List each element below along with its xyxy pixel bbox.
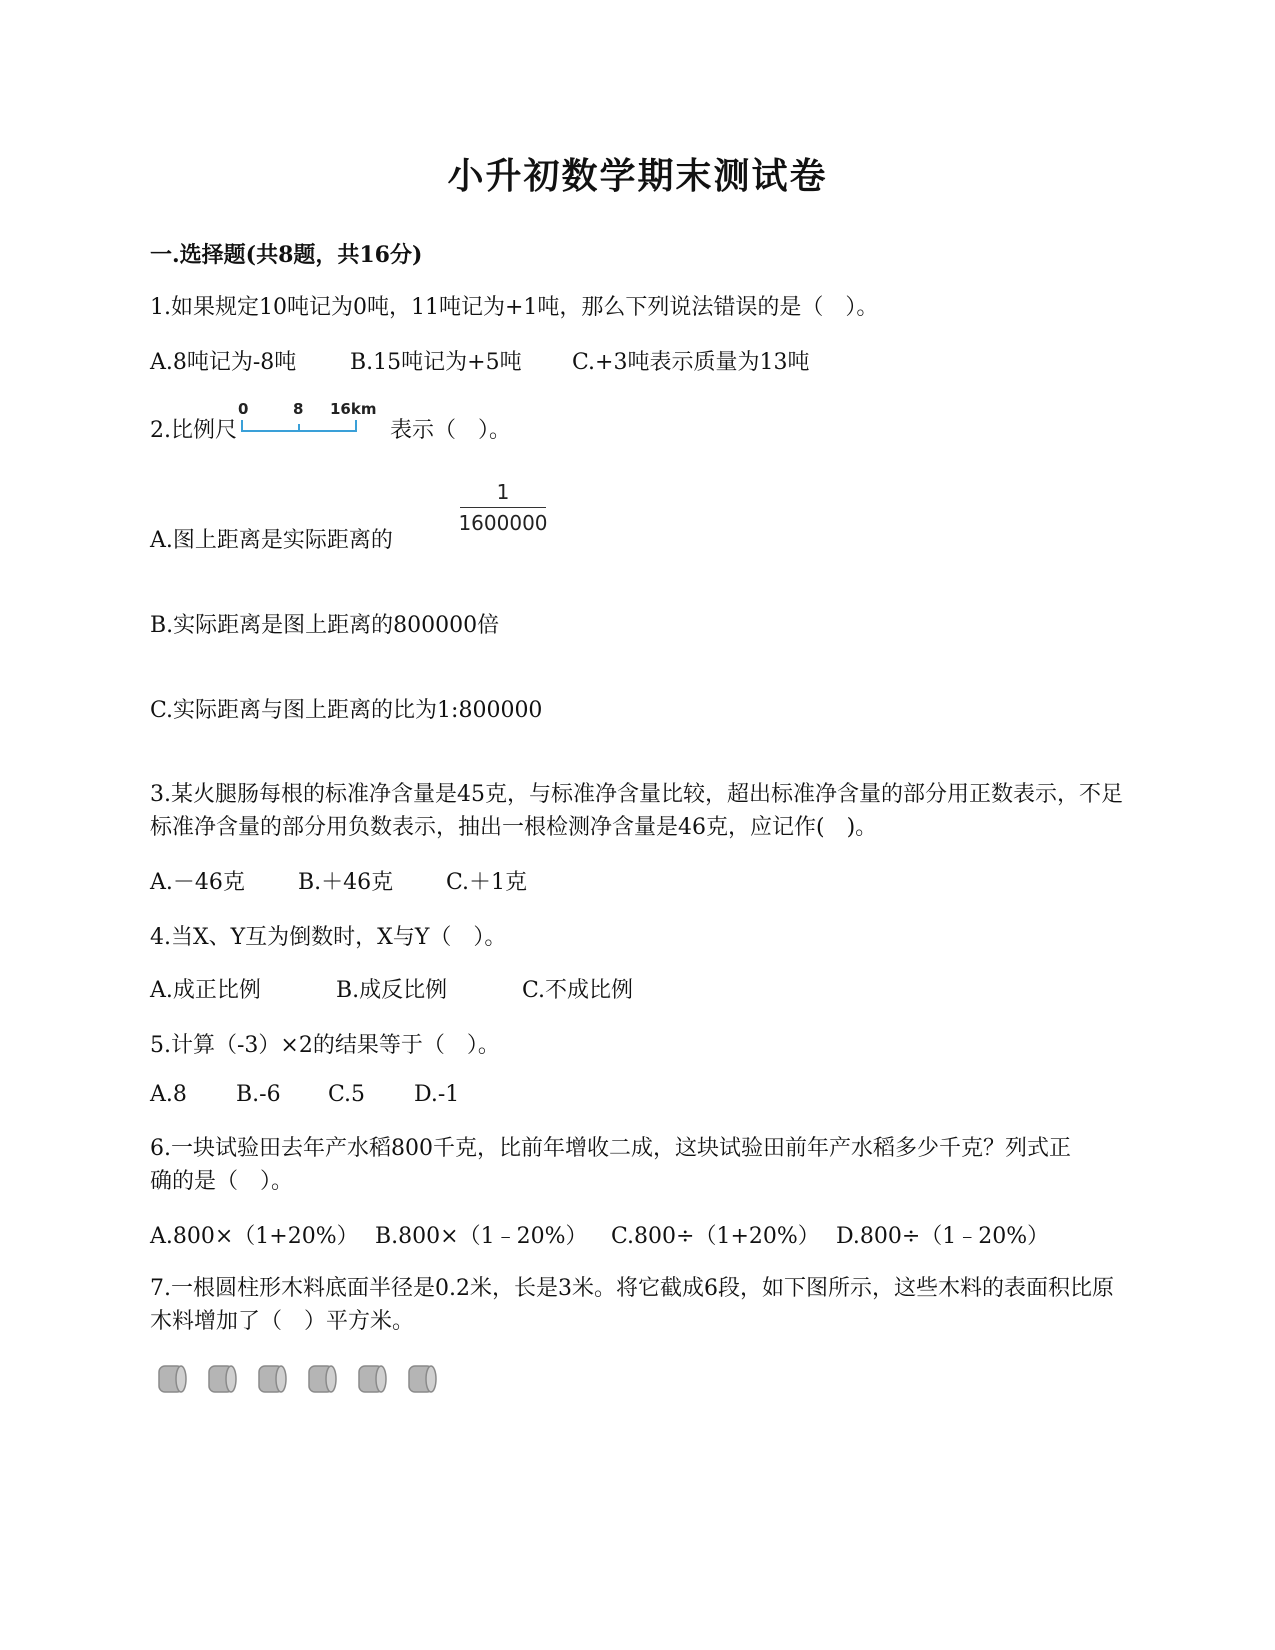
option-a: A.8 — [150, 1082, 187, 1107]
question-3: 3.某火腿肠每根的标准净含量是45克，与标准净含量比较，超出标准净含量的部分用正数表示，不足标准净含量的部分用负数表示，抽出一根检测净含量是46克，应记作( )。 — [150, 782, 1123, 840]
question-5-options — [150, 1082, 459, 1107]
question-2-option-c: C.实际距离与图上距离的比为1:800000 — [150, 698, 543, 723]
question-2-prefix: 2.比例尺 — [150, 418, 237, 443]
cylinder-piece — [359, 1366, 386, 1392]
question-2-option-a: A.图上距离是实际距离的 — [150, 528, 393, 553]
scale-label-0: 0 — [238, 400, 249, 418]
option-b: B.800×（1﹣20%） — [375, 1224, 588, 1249]
scale-label-16km: 16km — [330, 400, 377, 418]
option-b: B.-6 — [236, 1082, 281, 1107]
question-1-options — [150, 345, 809, 376]
option-b: B.15吨记为+5吨 — [350, 350, 522, 375]
question-3-options — [150, 865, 527, 896]
question-2-option-b: B.实际距离是图上距离的800000倍 — [150, 613, 500, 638]
question-6-options — [150, 1219, 1049, 1250]
section-heading: 一.选择题(共8题，共16分) — [150, 242, 423, 268]
option-b: B.＋46克 — [298, 870, 394, 895]
option-c: C.不成比例 — [522, 978, 634, 1003]
cylinder-piece — [309, 1366, 336, 1392]
option-d: D.-1 — [414, 1082, 460, 1107]
cylinder-piece — [259, 1366, 286, 1392]
question-1: 1.如果规定10吨记为0吨，11吨记为+1吨，那么下列说法错误的是（ ）。 — [150, 295, 879, 320]
cylinder-pieces-figure — [155, 1362, 455, 1398]
option-c: C.5 — [328, 1082, 366, 1107]
option-a: A.8吨记为-8吨 — [150, 350, 297, 375]
scale-bar-line — [238, 418, 363, 434]
option-c: C.800÷（1+20%） — [611, 1224, 820, 1249]
fraction — [458, 480, 548, 535]
fraction-denominator: 1600000 — [458, 511, 548, 535]
question-6: 6.一块试验田去年产水稻800千克，比前年增收二成，这块试验田前年产水稻多少千克？列式正确的是（ ）。 — [150, 1136, 1071, 1194]
cylinder-piece — [209, 1366, 236, 1392]
scale-bar-figure — [238, 400, 388, 440]
scale-label-8: 8 — [293, 400, 304, 418]
option-a: A.800×（1+20%） — [150, 1224, 359, 1249]
option-a: A.－46克 — [150, 870, 245, 895]
question-5: 5.计算（-3）×2的结果等于（ ）。 — [150, 1033, 500, 1058]
question-4: 4.当X、Y互为倒数时，X与Y（ ）。 — [150, 925, 507, 950]
question-4-options — [150, 973, 633, 1004]
page-title: 小升初数学期末测试卷 — [447, 155, 828, 197]
question-7: 7.一根圆柱形木料底面半径是0.2米，长是3米。将它截成6段，如下图所示，这些木料的表面积比原木料增加了（ ）平方米。 — [150, 1276, 1114, 1334]
fraction-numerator: 1 — [496, 480, 510, 504]
question-2-suffix: 表示（ ）。 — [390, 418, 512, 443]
option-d: D.800÷（1﹣20%） — [836, 1224, 1050, 1249]
cylinder-piece — [409, 1366, 436, 1392]
option-a: A.成正比例 — [150, 978, 261, 1003]
option-c: C.+3吨表示质量为13吨 — [572, 350, 810, 375]
cylinder-piece — [159, 1366, 186, 1392]
option-c: C.＋1克 — [446, 870, 528, 895]
option-b: B.成反比例 — [336, 978, 448, 1003]
